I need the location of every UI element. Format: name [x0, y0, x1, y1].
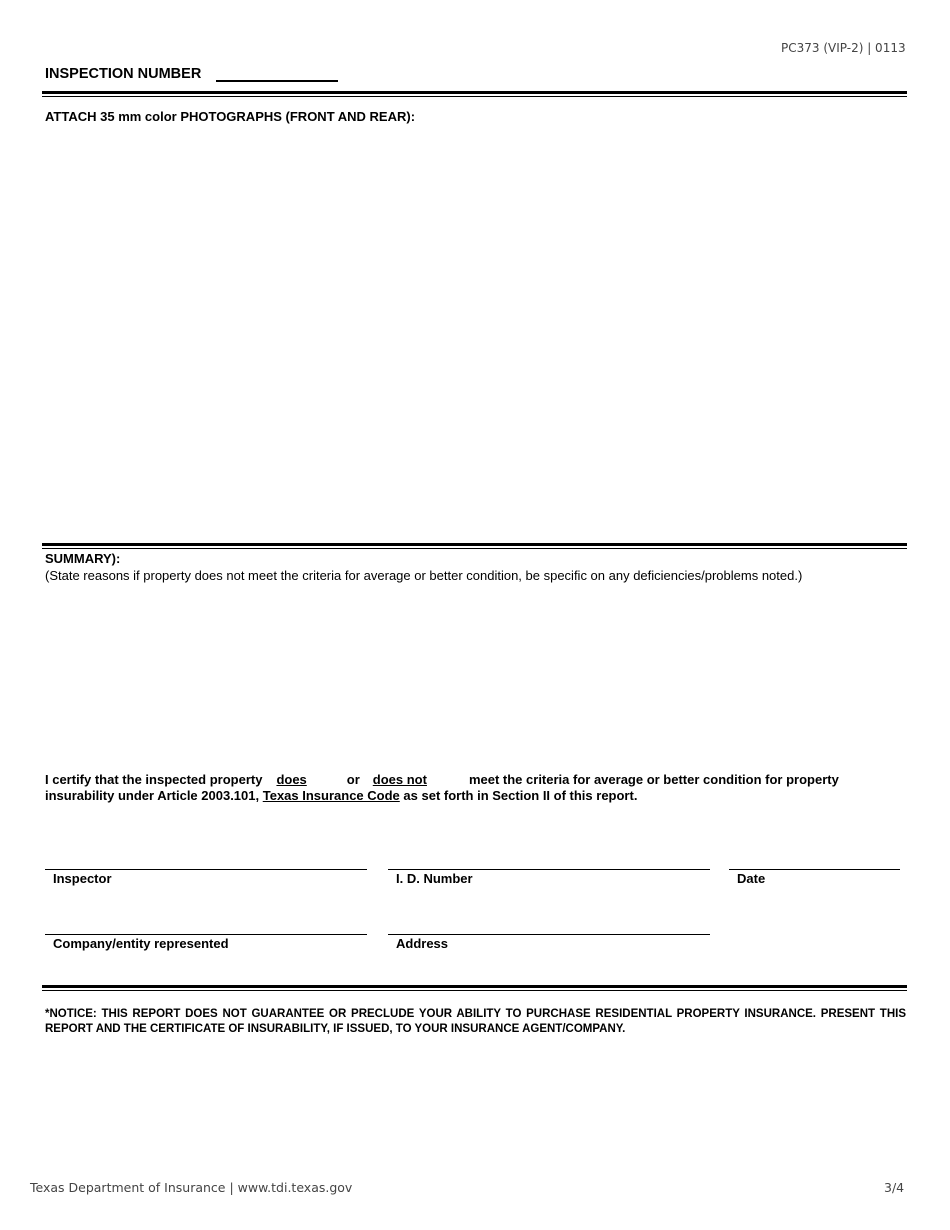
cert-line2-suffix: as set forth in Section II of this report. [403, 788, 638, 803]
section-divider [42, 543, 907, 549]
address-label: Address [396, 936, 449, 951]
photos-label: ATTACH 35 mm color PHOTOGRAPHS (FRONT AND REAR): [45, 109, 416, 124]
cert-line2-prefix: insurability under Article 2003.101, [45, 788, 260, 803]
inspection-number-field[interactable] [216, 80, 338, 82]
date-label: Date [737, 871, 766, 886]
notice-text: *NOTICE: THIS REPORT DOES NOT GUARANTEE OR PRECLUDE YOUR ABILITY TO PURCHASE RESIDENTIAL PROPERTY INSURANCE. PRESENT THIS REPORT AND THE CERTIFICATE OF INSURABILITY, IF ISSUED, TO YOUR INSURANCE AGENT/COMPANY. [45, 1008, 906, 1035]
certification-statement [45, 772, 906, 804]
photo-attachment-area[interactable] [45, 130, 905, 535]
cert-prefix: I certify that the inspected property [45, 772, 263, 787]
option-does[interactable]: does [276, 772, 307, 787]
footer-agency: Texas Department of Insurance | www.tdi.texas.gov [30, 1180, 353, 1195]
cert-suffix: meet the criteria for average or better condition for property [468, 772, 839, 787]
section-divider [42, 91, 907, 97]
id-number-line[interactable] [388, 869, 710, 870]
cert-or: or [346, 772, 360, 787]
summary-title: SUMMARY): [45, 551, 121, 566]
form-code: PC373 (VIP-2) | 0113 [781, 41, 906, 55]
company-label: Company/entity represented [53, 936, 229, 951]
section-divider [42, 985, 907, 991]
summary-text-area[interactable] [45, 590, 905, 760]
address-line[interactable] [388, 934, 710, 935]
company-signature-line[interactable] [45, 934, 367, 935]
texas-insurance-code: Texas Insurance Code [262, 788, 400, 803]
date-line[interactable] [729, 869, 900, 870]
summary-instructions: (State reasons if property does not meet the criteria for average or better condition, be specific on any deficiencies/problems noted.) [45, 568, 803, 583]
inspection-number-label: INSPECTION NUMBER [45, 66, 202, 82]
inspector-label: Inspector [53, 871, 112, 886]
inspector-signature-line[interactable] [45, 869, 367, 870]
page-number: 3/4 [884, 1180, 905, 1195]
option-does-not[interactable]: does not [372, 772, 427, 787]
id-number-label: I. D. Number [396, 871, 473, 886]
